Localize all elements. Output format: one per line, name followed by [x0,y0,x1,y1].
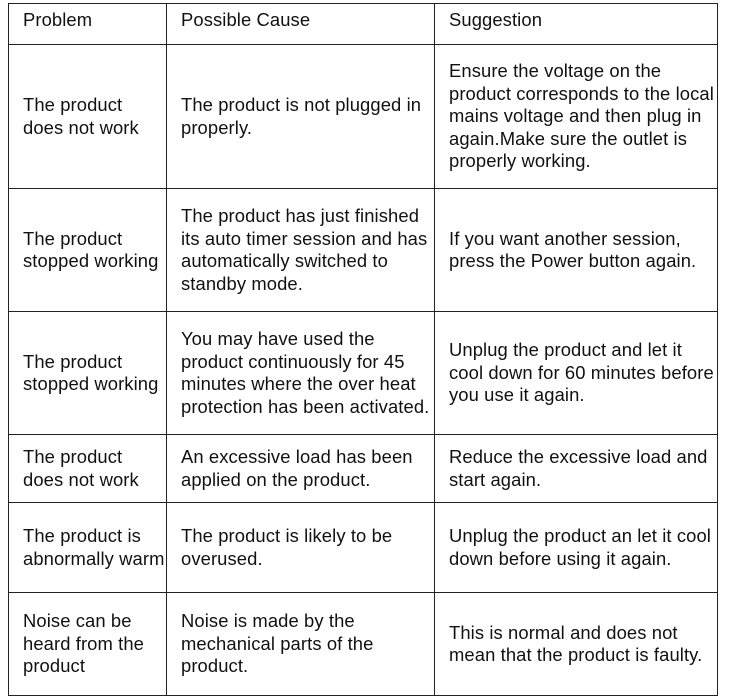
table-row [9,45,718,189]
suggestion-cell: Unplug the product and let it cool down for 60 minutes before you use it again. [435,312,718,435]
troubleshooting-table [8,3,718,696]
header-row [9,4,718,45]
problem-cell: The product is abnormally warm [9,503,167,593]
suggestion-cell: If you want another session, press the Power button again. [435,189,718,312]
table-row [9,593,718,696]
cause-cell: The product is not plugged in properly. [167,45,435,189]
cause-cell: Noise is made by the mechanical parts of the product. [167,593,435,696]
suggestion-cell: Reduce the excessive load and start again. [435,435,718,503]
table-row [9,189,718,312]
table-row [9,312,718,435]
problem-cell: The product stopped working [9,312,167,435]
suggestion-cell: Unplug the product an let it cool down before using it again. [435,503,718,593]
cause-cell: You may have used the product continuously for 45 minutes where the over heat protection has been activated. [167,312,435,435]
header-suggestion: Suggestion [435,4,718,45]
cause-cell: The product is likely to be overused. [167,503,435,593]
cause-cell: An excessive load has been applied on the product. [167,435,435,503]
problem-cell: The product does not work [9,435,167,503]
table-row [9,435,718,503]
suggestion-cell: This is normal and does not mean that the product is faulty. [435,593,718,696]
problem-cell: Noise can be heard from the product [9,593,167,696]
problem-cell: The product does not work [9,45,167,189]
suggestion-cell: Ensure the voltage on the product corresponds to the local mains voltage and then plug in again.Make sure the outlet is properly working. [435,45,718,189]
table-row [9,503,718,593]
problem-cell: The product stopped working [9,189,167,312]
header-problem: Problem [9,4,167,45]
header-possible-cause: Possible Cause [167,4,435,45]
cause-cell: The product has just finished its auto timer session and has automatically switched to standby mode. [167,189,435,312]
